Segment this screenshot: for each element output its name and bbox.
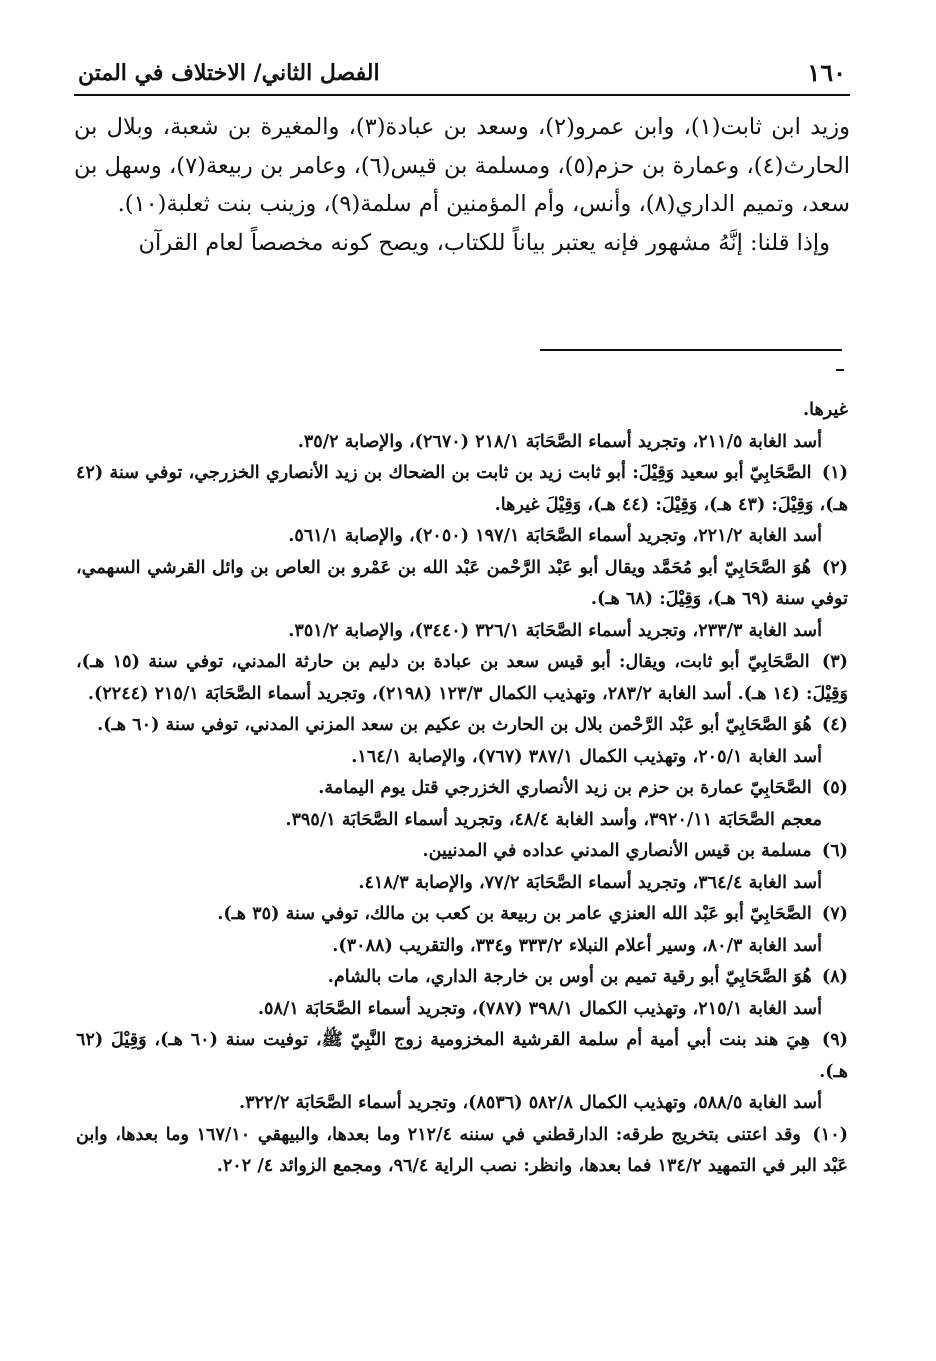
footnote-number: (٩) — [821, 1029, 848, 1050]
footnote-number: (٥) — [821, 777, 848, 798]
footnote-text: الصَّحَابِيّ عمارة بن حزم بن زيد الأنصاري الخزرجي قتل يوم اليمامة. — [318, 777, 812, 798]
footnote-source: أسد الغابة ٢٠٥/١، وتهذيب الكمال ٣٨٧/١ (٧٦٧)، والإصابة ١٦٤/١. — [351, 745, 822, 767]
footnote-item — [76, 835, 848, 867]
footnote-text: مسلمة بن قيس الأنصاري المدني عداده في المدنيين. — [422, 840, 812, 861]
footnote-separator — [540, 349, 842, 351]
footnote-number: (٨) — [821, 966, 848, 987]
footnote-text: هُوَ الصَّحَابِيّ أبو رقية تميم بن أوس بن خارجة الداري، مات بالشام. — [327, 966, 812, 987]
footnote-item — [76, 772, 848, 804]
page-number: ١٦٠ — [807, 58, 846, 87]
footnote-number: (٦) — [821, 840, 848, 861]
footnote-item — [76, 709, 848, 741]
main-paragraph: وإذا قلنا: إنَّهُ مشهور فإنه يعتبر بياناً للكتاب، ويصح كونه مخصصاً لعام القرآن — [138, 229, 830, 256]
footnote-number: (٤) — [821, 714, 848, 735]
footnote-number: (١٠) — [812, 1123, 848, 1145]
footnote-number: (٣) — [821, 651, 848, 672]
footnote-item — [76, 1119, 848, 1182]
main-text — [74, 108, 850, 262]
footnote-source: أسد الغابة ٢١١/٥، وتجريد أسماء الصَّحَابَة ٢١٨/١ (٢٦٧٠)، والإصابة ٣٥/٢. — [297, 430, 822, 452]
footnote-source: أسد الغابة ٥٨٨/٥، وتهذيب الكمال ٥٨٢/٨ (٨٥٣٦)، وتجريد أسماء الصَّحَابَة ٣٢٢/٢. — [239, 1092, 822, 1113]
footnote-source: معجم الصَّحَابَة ٣٩٢٠/١١، وأسد الغابة ٤٨/٤، وتجريد أسماء الصَّحَابَة ٣٩٥/١. — [285, 808, 822, 830]
footnote-number: (٢) — [821, 556, 848, 578]
footnote-number: (٧) — [821, 903, 848, 924]
footnote-continuation: غيرها. — [803, 399, 848, 420]
footnote-text: الصَّحَابِيّ أبو ثابت، ويقال: أبو قيس سعد بن عبادة بن دليم بن حارثة المدني، توفي سنة (١٥ هـ)، وَقِيْلَ: (١٤ هـ). أسد الغابة ٢٨٣/٢، وتهذيب الكمال ١٢٣/٣ (٢١٩٨)، وتجريد أسماء الصَّحَابَة ٢١٥/١ (٢٢٤٤). — [76, 651, 848, 704]
footnote-item — [76, 457, 848, 520]
footnote-source: أسد الغابة ٢١٥/١، وتهذيب الكمال ٣٩٨/١ (٧٨٧)، وتجريد أسماء الصَّحَابَة ٥٨/١. — [257, 997, 822, 1019]
footnote-text: هِيَ هند بنت أبي أمية أم سلمة القرشية المخزومية زوج النَّبِيّ ﷺ، توفيت سنة (٦٠ هـ)، وَقِيْلَ (٦٢ هـ). — [76, 1029, 848, 1082]
footnote-item — [76, 552, 848, 615]
page-header — [74, 54, 850, 96]
footnote-source: أسد الغابة ٣٦٤/٤، وتجريد أسماء الصَّحَابَة ٧٧/٢، والإصابة ٤١٨/٣. — [358, 871, 822, 893]
footnote-source: أسد الغابة ٢٢١/٢، وتجريد أسماء الصَّحَابَة ١٩٧/١ (٢٠٥٠)، والإصابة ٥٦١/١. — [288, 525, 822, 546]
footnote-text: هُوَ الصَّحَابِيّ أبو عَبْد الرَّحْمن بلال بن الحارث بن عكيم بن سعد المزني المدني، توفي سنة (٦٠ هـ). — [97, 714, 812, 735]
footnote-source: أسد الغابة ٢٣٣/٣، وتجريد أسماء الصَّحَابَة ٣٢٦/١ (٣٤٤٠)، والإصابة ٣٥١/٢. — [288, 619, 822, 641]
footnote-item — [76, 961, 848, 993]
footnote-continuation-mark — [836, 369, 844, 371]
footnote-item — [76, 898, 848, 930]
footnote-number: (١) — [821, 462, 848, 483]
footnotes — [76, 394, 848, 1182]
footnote-text: الصَّحَابِيّ أبو سعيد وَقِيْلَ: أبو ثابت زيد بن ثابت بن الضحاك بن زيد الأنصاري الخزرجي، توفي سنة (٤٢ هـ)، وَقِيْلَ: (٤٣ هـ)، وَقِيْلَ: (٤٤ هـ)، وَقِيْلَ غيرها. — [76, 462, 848, 515]
footnote-text: هُوَ الصَّحَابِيّ أبو مُحَمَّد ويقال أبو عَبْد الرَّحْمن عَبْد الله بن عَمْرو بن العاص بن وائل القرشي السهمي، توفي سنة (٦٩ هـ)، وَقِيْلَ: (٦٨ هـ). — [76, 556, 848, 609]
footnote-text: وقد اعتنى بتخريج طرقه: الدارقطني في سننه ٢١٢/٤ وما بعدها، والبيهقي ١٦٧/١٠ وما بعدها، وابن عَبْد البر في التمهيد ١٣٤/٢ فما بعدها، وانظر: نصب الراية ٩٦/٤، ومجمع الزوائد ٤/ ٢٠٢. — [76, 1123, 848, 1176]
footnote-item — [76, 1024, 848, 1087]
footnote-text: الصَّحَابِيّ أبو عَبْد الله العنزي عامر بن ربيعة بن كعب بن مالك، توفي سنة (٣٥ هـ). — [217, 903, 812, 924]
footnote-source: أسد الغابة ٨٠/٣، وسير أعلام النبلاء ٣٣٣/٢ و٣٣٤، والتقريب (٣٠٨٨). — [332, 934, 822, 956]
main-paragraph: وزيد ابن ثابت(١)، وابن عمرو(٢)، وسعد بن عبادة(٣)، والمغيرة بن شعبة، وبلال بن الحارث(٤)، وعمارة بن حزم(٥)، ومسلمة بن قيس(٦)، وعامر بن ربيعة(٧)، وسهل بن سعد، وتميم الداري(٨)، وأنس، وأم المؤمنين أم سلمة(٩)، وزينب بنت ثعلبة(١٠). — [74, 114, 850, 217]
footnote-item — [76, 646, 848, 709]
running-title: الفصل الثاني/ الاختلاف في المتن — [78, 60, 380, 86]
